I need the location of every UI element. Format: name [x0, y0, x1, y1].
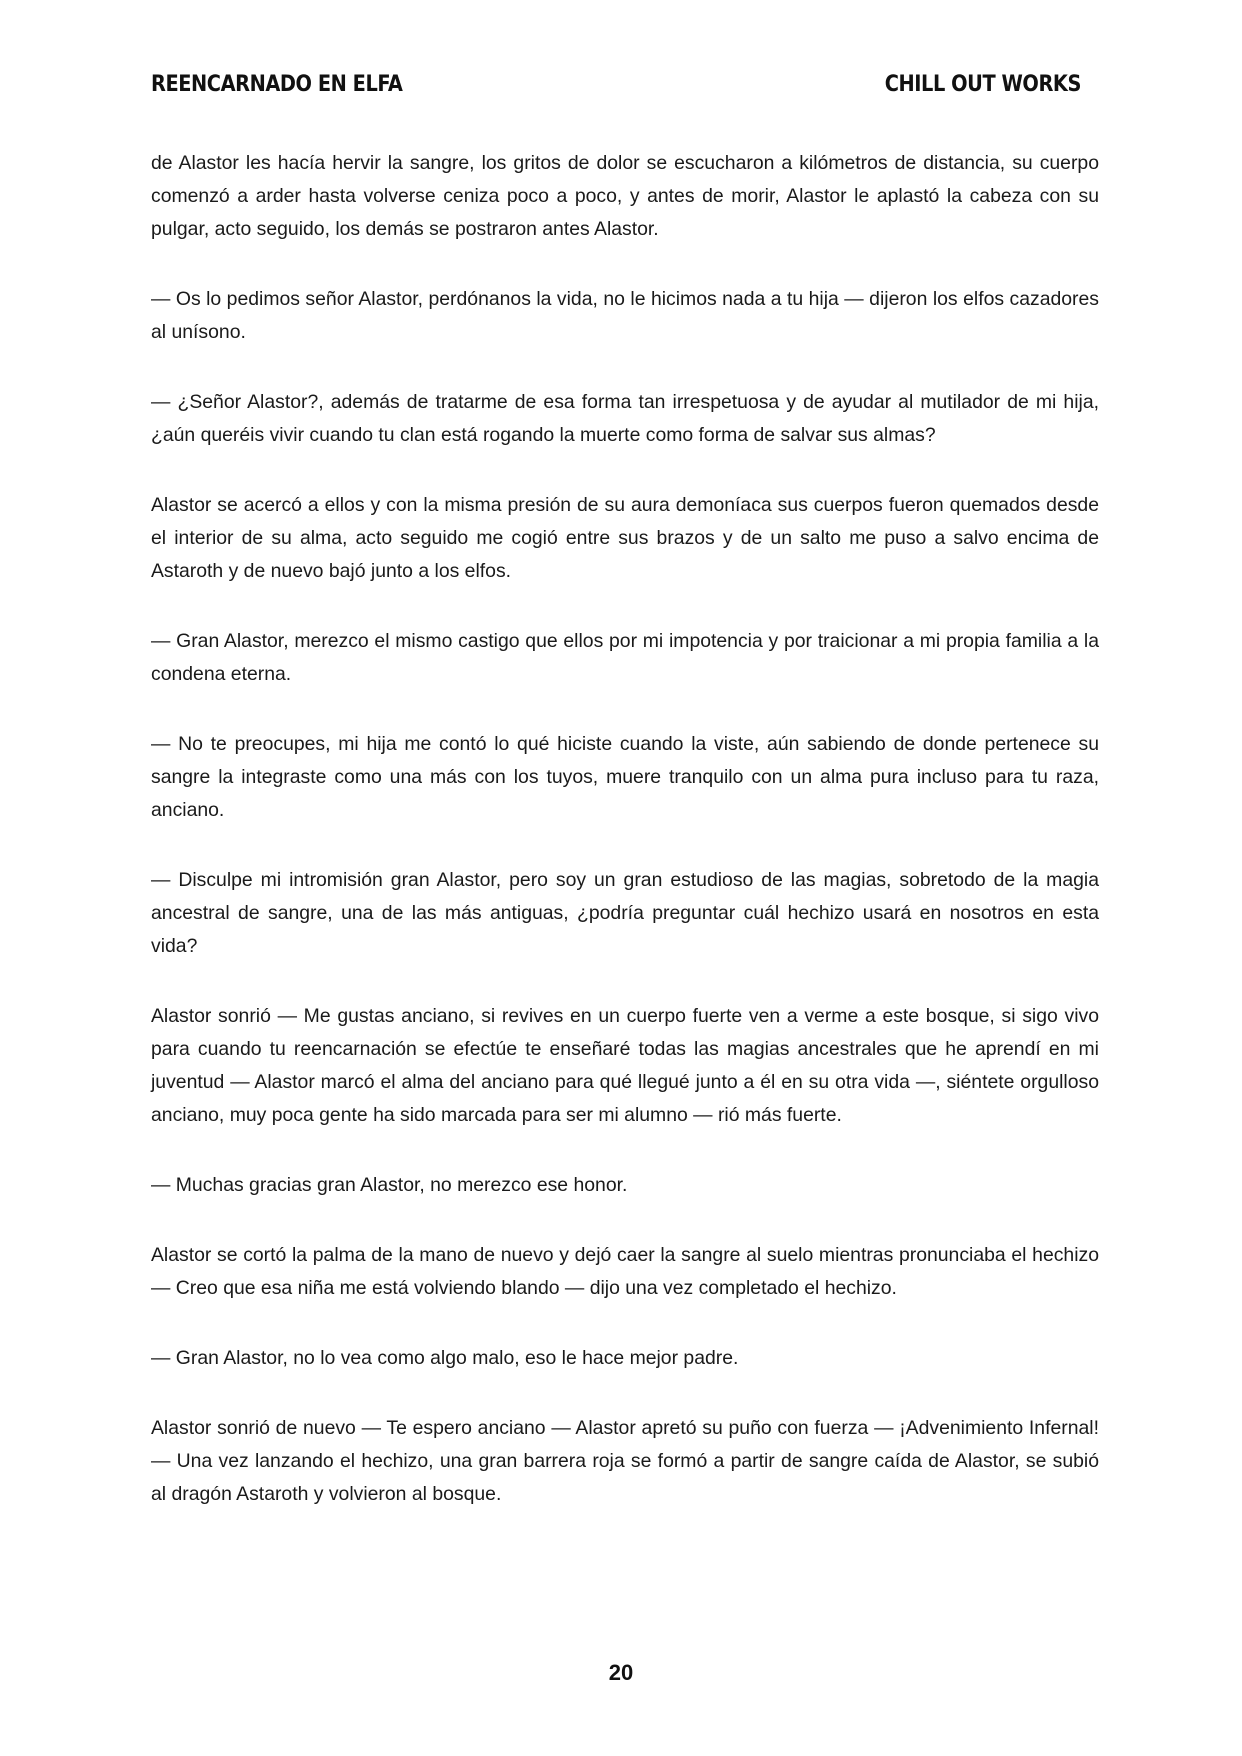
paragraph: Alastor se acercó a ellos y con la misma presión de su aura demoníaca sus cuerpos fueron quemados desde el interior de su alma, acto seguido me cogió entre sus brazos y de un salto me puso a salvo encima de Astaroth y de nuevo bajó junto a los elfos.	[151, 494, 1099, 582]
page-header	[151, 72, 1081, 97]
book-title: REENCARNADO EN ELFA	[151, 72, 403, 97]
paragraph: Alastor sonrió — Me gustas anciano, si revives en un cuerpo fuerte ven a verme a este bosque, si sigo vivo para cuando tu reencarnación se efectúe te enseñaré todas las magias ancestrales que he aprendí en mi juventud — Alastor marcó el alma del anciano para qué llegué junto a él en su otra vida —, siéntete orgulloso anciano, muy poca gente ha sido marcada para ser mi alumno — rió más fuerte.	[151, 1005, 1099, 1126]
paragraph: — No te preocupes, mi hija me contó lo qué hiciste cuando la viste, aún sabiendo de donde pertenece su sangre la integraste como una más con los tuyos, muere tranquilo con un alma pura incluso para tu raza, anciano.	[151, 733, 1099, 821]
paragraph: — ¿Señor Alastor?, además de tratarme de esa forma tan irrespetuosa y de ayudar al mutilador de mi hija, ¿aún queréis vivir cuando tu clan está rogando la muerte como forma de salvar sus almas?	[151, 391, 1099, 446]
paragraph: Alastor sonrió de nuevo — Te espero anciano — Alastor apretó su puño con fuerza — ¡Advenimiento Infernal! — Una vez lanzando el hechizo, una gran barrera roja se formó a partir de sangre caída de Alastor, se subió al dragón Astaroth y volvieron al bosque.	[151, 1417, 1099, 1505]
paragraph: — Gran Alastor, no lo vea como algo malo, eso le hace mejor padre.	[151, 1347, 739, 1369]
publisher-name: CHILL OUT WORKS	[884, 72, 1081, 97]
page-number: 20	[608, 1660, 634, 1685]
paragraph: — Os lo pedimos señor Alastor, perdónanos la vida, no le hicimos nada a tu hija — dijeron los elfos cazadores al unísono.	[151, 288, 1099, 343]
paragraph: Alastor se cortó la palma de la mano de nuevo y dejó caer la sangre al suelo mientras pronunciaba el hechizo — Creo que esa niña me está volviendo blando — dijo una vez completado el hechizo.	[151, 1244, 1099, 1299]
paragraph: — Muchas gracias gran Alastor, no merezco ese honor.	[151, 1174, 628, 1196]
paragraph: de Alastor les hacía hervir la sangre, los gritos de dolor se escucharon a kilómetros de distancia, su cuerpo comenzó a arder hasta volverse ceniza poco a poco, y antes de morir, Alastor le aplastó la cabeza con su pulgar, acto seguido, los demás se postraron antes Alastor.	[151, 152, 1099, 240]
body-text	[151, 147, 1099, 1548]
paragraph: — Gran Alastor, merezco el mismo castigo que ellos por mi impotencia y por traicionar a mi propia familia a la condena eterna.	[151, 630, 1099, 685]
paragraph: — Disculpe mi intromisión gran Alastor, pero soy un gran estudioso de las magias, sobretodo de la magia ancestral de sangre, una de las más antiguas, ¿podría preguntar cuál hechizo usará en nosotros en esta vida?	[151, 869, 1099, 957]
